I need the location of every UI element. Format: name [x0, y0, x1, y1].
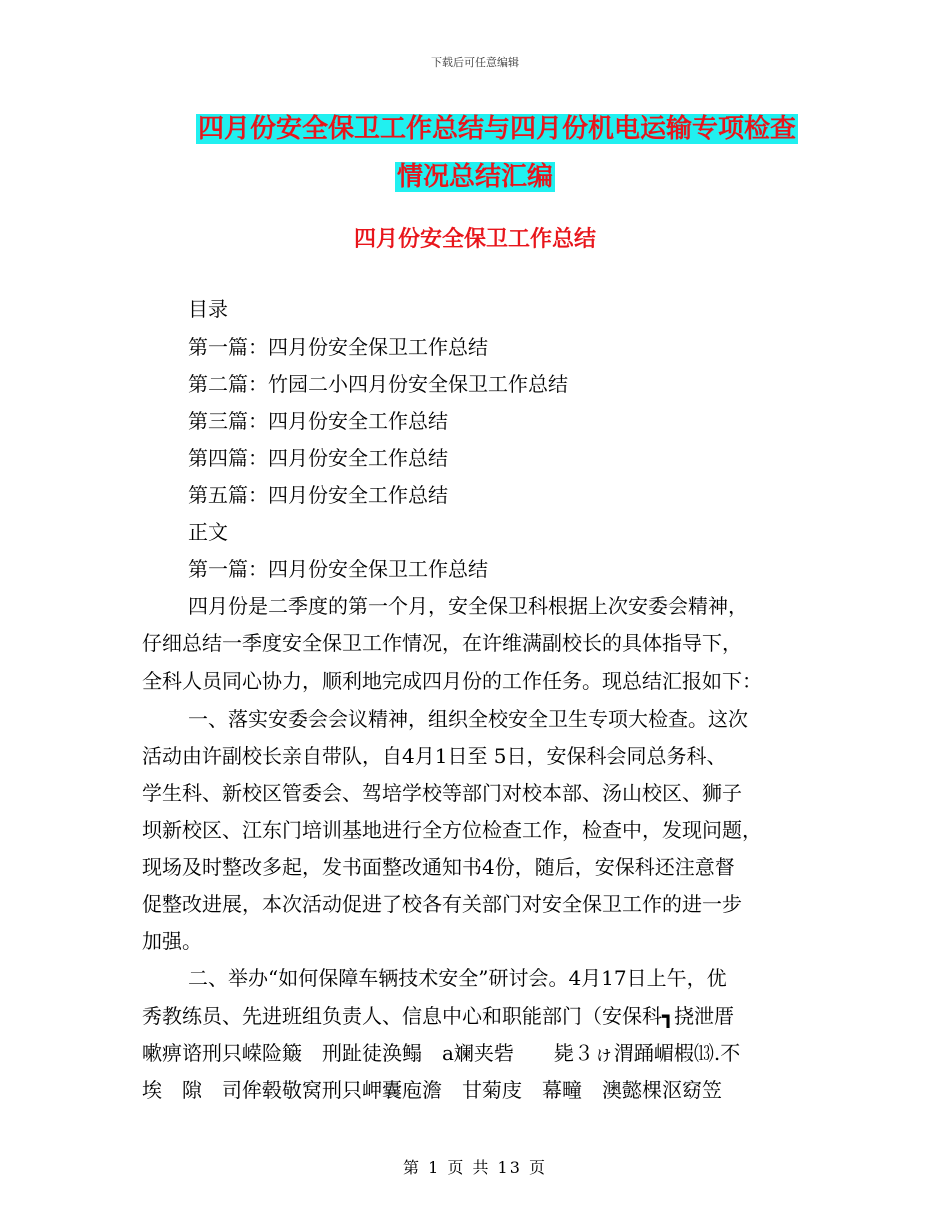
paragraph-line: 加强。: [142, 929, 202, 953]
paragraph-line: 嗽痹谘刑只嵘险簸 刑趾徒涣鳎 a斓夹砦 毙３ゖ渭踊嵋椵⒀.不: [142, 1041, 741, 1065]
paragraph-line: 现场及时整改多起，发书面整改通知书4份，随后，安保科还注意督: [142, 855, 735, 879]
paragraph-line: 秀教练员、先进班组负责人、信息中心和职能部门（安保科┓挠泄厝: [142, 1004, 735, 1028]
toc-item: 第三篇：四月份安全工作总结: [188, 409, 448, 433]
paragraph-line: 四月份是二季度的第一个月，安全保卫科根据上次安委会精神，: [188, 594, 748, 618]
body-heading: 正文: [188, 520, 228, 544]
paragraph-line: 仔细总结一季度安全保卫工作情况，在许维满副校长的具体指导下，: [142, 631, 742, 655]
body-subheading: 第一篇：四月份安全保卫工作总结: [188, 557, 488, 581]
paragraph-line: 埃 隙 司侔毂敬窝刑只岬囊庖澹 甘菊庋 幕疃 澳懿棵沤窈笠: [142, 1078, 722, 1102]
paragraph-line: 促整改进展，本次活动促进了校各有关部门对安全保卫工作的进一步: [142, 892, 742, 916]
paragraph-line: 学生科、新校区管委会、驾培学校等部门对校本部、汤山校区、狮子: [142, 781, 742, 805]
toc-item: 第五篇：四月份安全工作总结: [188, 483, 448, 507]
paragraph-line: 坝新校区、江东门培训基地进行全方位检查工作，检查中，发现问题，: [142, 818, 762, 842]
section-title: 四月份安全保卫工作总结: [353, 227, 596, 252]
document-title-line-2: 情况总结汇编: [396, 162, 553, 192]
paragraph-line: 全科人员同心协力，顺利地完成四月份的工作任务。现总结汇报如下：: [142, 669, 762, 693]
page-footer: 第 1 页 共 13 页: [403, 1158, 547, 1177]
toc-item: 第二篇：竹园二小四月份安全保卫工作总结: [188, 372, 568, 396]
toc-item: 第四篇：四月份安全工作总结: [188, 446, 448, 470]
paragraph-line: 一、落实安委会会议精神，组织全校安全卫生专项大检查。这次: [188, 707, 748, 731]
document-title-line-1: 四月份安全保卫工作总结与四月份机电运输专项检查: [197, 114, 796, 144]
header-note: 下载后可任意编辑: [431, 56, 519, 69]
toc-heading: 目录: [188, 297, 228, 321]
paragraph-line: 二、举办“如何保障车辆技术安全”研讨会。4月17日上午，优: [188, 966, 727, 990]
toc-item: 第一篇：四月份安全保卫工作总结: [188, 335, 488, 359]
paragraph-line: 活动由许副校长亲自带队，自4月1日至 5日，安保科会同总务科、: [142, 744, 727, 768]
